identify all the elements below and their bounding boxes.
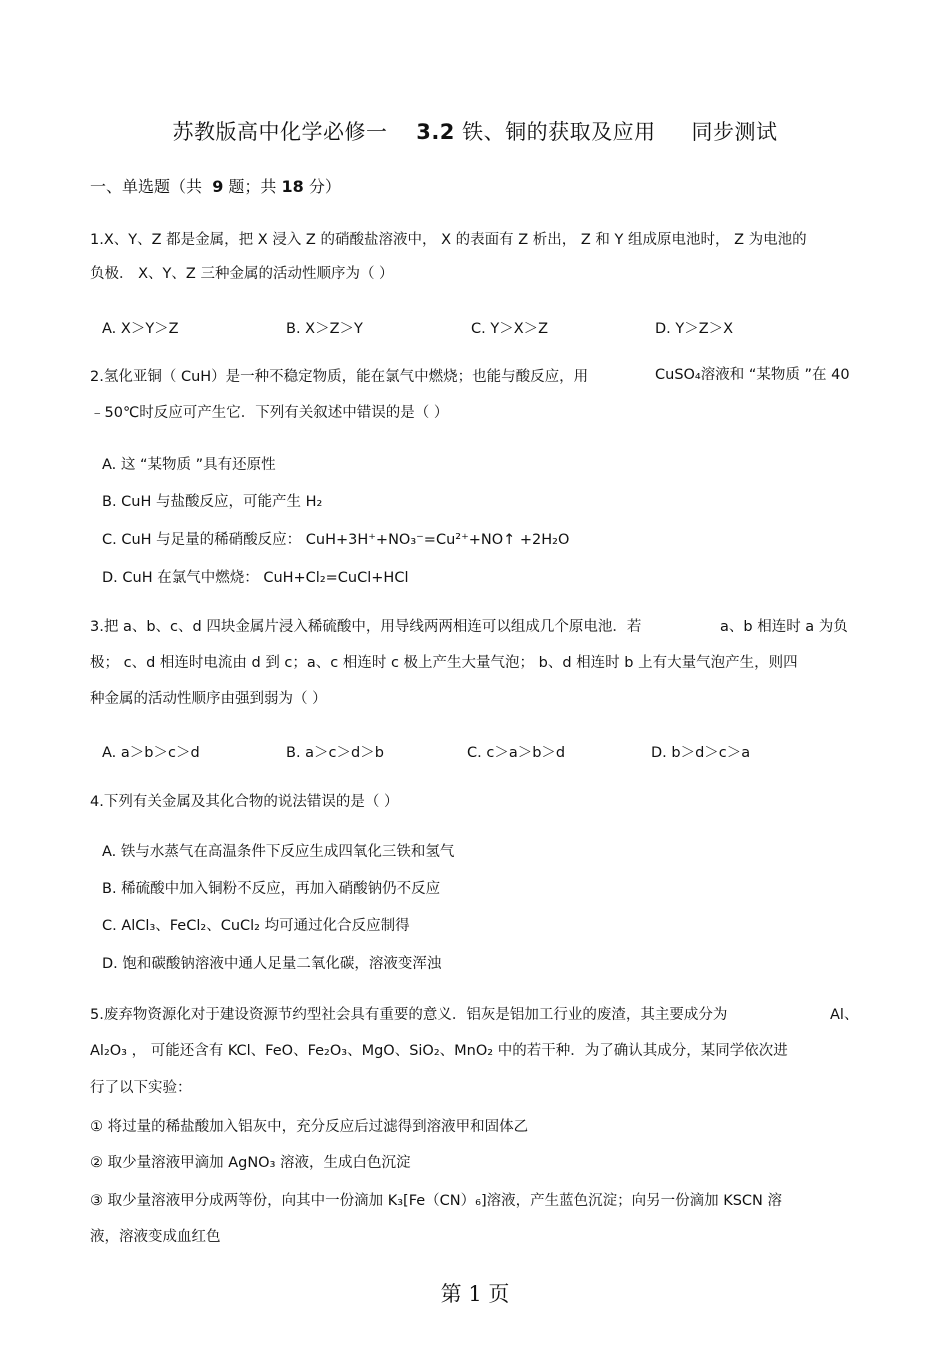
q5-line-3: 行了以下实验： [90, 1080, 192, 1096]
section-score: 18 [281, 177, 304, 196]
q5-line-1: 5.废弃物资源化对于建设资源节约型社会具有重要的意义．铝灰是铝加工行业的废渣，其主要成分为 [90, 1007, 728, 1023]
title-topic: 铁、铜的获取及应用 [462, 120, 656, 144]
q1-line-1: 1.X、Y、Z 都是金属，把 X 浸入 Z 的硝酸盐溶液中， X 的表面有 Z 析出， Z 和 Y 组成原电池时， Z 为电池的 [90, 232, 807, 248]
q5-step-1: ① 将过量的稀盐酸加入铝灰中，充分反应后过滤得到溶液甲和固体乙 [90, 1119, 529, 1135]
q2-option-c: C. CuH 与足量的稀硝酸反应： CuH+3H⁺+NO₃⁻=Cu²⁺+NO↑ +2H₂O [102, 532, 570, 548]
q4-option-b: B. 稀硫酸中加入铜粉不反应，再加入硝酸钠仍不反应 [102, 881, 441, 897]
page-footer: 第 1 页 [440, 1282, 510, 1306]
q3-line-3: 种金属的活动性顺序由强到弱为（ ） [90, 691, 327, 707]
q3-option-a: A. a＞b＞c＞d [102, 745, 200, 761]
title-suffix: 同步测试 [691, 120, 778, 144]
q4-line-1: 4.下列有关金属及其化合物的说法错误的是（ ） [90, 794, 399, 810]
section-prefix: 一、单选题（共 [90, 177, 203, 196]
q2-option-b: B. CuH 与盐酸反应，可能产生 H₂ [102, 494, 323, 510]
q3-line-2: 极； c、d 相连时电流由 d 到 c；a、c 相连时 c 极上产生大量气泡； b、d 相连时 b 上有大量气泡产生，则四 [90, 655, 798, 671]
q2-line-2: ﹣50℃时反应可产生它．下列有关叙述中错误的是（ ） [90, 405, 449, 421]
q1-option-a: A. X＞Y＞Z [102, 321, 179, 337]
title-prefix: 苏教版高中化学必修一 [172, 120, 388, 144]
q4-option-c: C. AlCl₃、FeCl₂、CuCl₂ 均可通过化合反应制得 [102, 918, 410, 934]
q4-option-d: D. 饱和碳酸钠溶液中通人足量二氧化碳，溶液变浑浊 [102, 956, 442, 972]
q1-option-d: D. Y＞Z＞X [655, 321, 734, 337]
q1-line-2: 负极． X、Y、Z 三种金属的活动性顺序为（ ） [90, 266, 394, 282]
title-number: 3.2 [416, 120, 455, 144]
page-title [0, 116, 950, 146]
q5-step-3: ③ 取少量溶液甲分成两等份，向其中一份滴加 K₃[Fe（CN）₆]溶液，产生蓝色沉淀；向另一份滴加 KSCN 溶 [90, 1193, 783, 1209]
q2-option-d: D. CuH 在氯气中燃烧： CuH+Cl₂=CuCl+HCl [102, 570, 409, 586]
section-suffix: 分） [308, 177, 341, 196]
q2-line-1: 2.氢化亚铜（ CuH）是一种不稳定物质，能在氯气中燃烧；也能与酸反应，用 [90, 369, 589, 385]
q5-step-2: ② 取少量溶液甲滴加 AgNO₃ 溶液，生成白色沉淀 [90, 1155, 411, 1171]
q3-line-1-tail: a、b 相连时 a 为负 [720, 619, 848, 635]
q5-line-2: Al₂O₃ ， 可能还含有 KCl、FeO、Fe₂O₃、MgO、SiO₂、MnO₂ 中的若干种．为了确认其成分，某同学依次进 [90, 1043, 788, 1059]
q3-line-1: 3.把 a、b、c、d 四块金属片浸入稀硫酸中，用导线两两相连可以组成几个原电池．若 [90, 619, 642, 635]
q4-option-a: A. 铁与水蒸气在高温条件下反应生成四氧化三铁和氢气 [102, 844, 455, 860]
q3-option-c: C. c＞a＞b＞d [467, 745, 566, 761]
q3-option-d: D. b＞d＞c＞a [651, 745, 751, 761]
q5-step-3-cont: 液，溶液变成血红色 [90, 1229, 221, 1245]
q1-option-c: C. Y＞X＞Z [471, 321, 549, 337]
q3-option-b: B. a＞c＞d＞b [286, 745, 384, 761]
q5-line-1-tail: Al、 [830, 1007, 859, 1023]
q2-line-1-tail: CuSO₄溶液和 “某物质 ”在 40 [655, 367, 850, 383]
section-mid: 题；共 [228, 177, 277, 196]
q2-option-a: A. 这 “某物质 ”具有还原性 [102, 457, 276, 473]
section-count: 9 [212, 177, 224, 196]
q1-option-b: B. X＞Z＞Y [286, 321, 363, 337]
section-heading [90, 174, 341, 197]
